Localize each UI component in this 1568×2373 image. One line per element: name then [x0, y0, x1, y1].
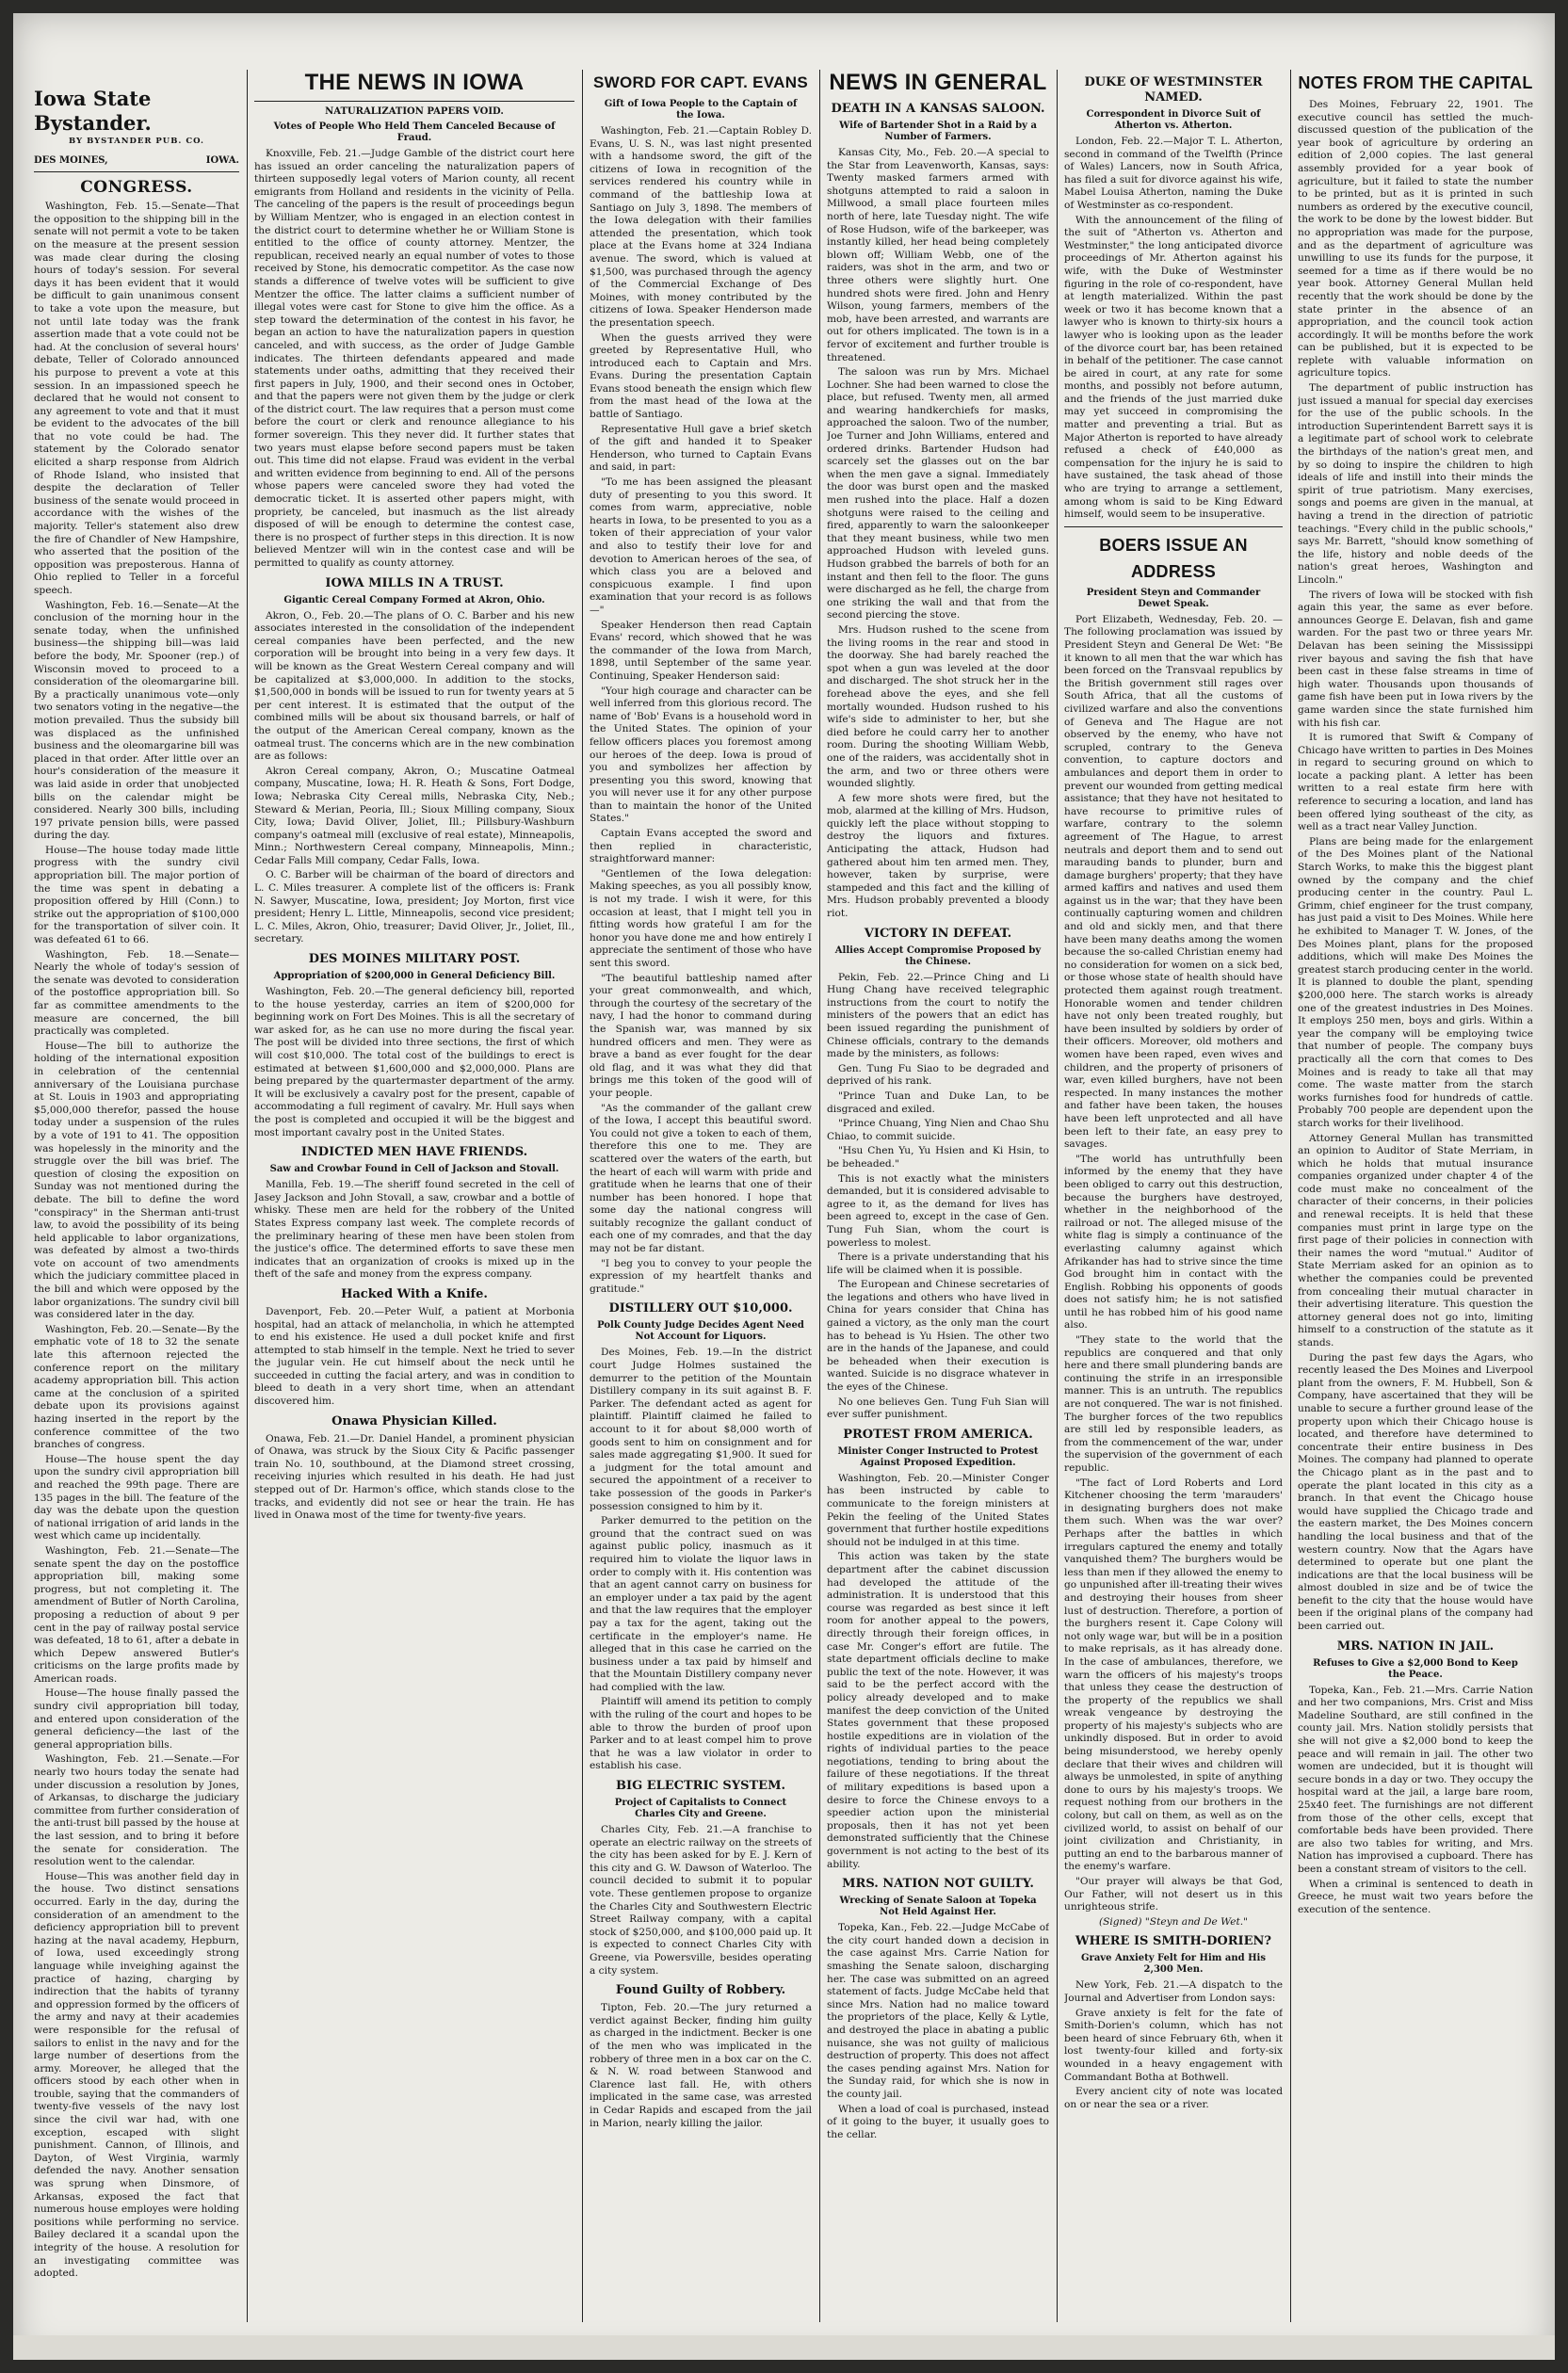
article-body [1064, 614, 1283, 1914]
article-heading: DUKE OF WESTMINSTER NAMED. [1084, 75, 1263, 105]
paragraph: Davenport, Feb. 20.—Peter Wulf, a patient at Morbonia hospital, had an attack of melancholia, in which he attempted to end his existence. He used a dull pocket knife and first attempted to stab himself in the temple. Next he tried to sever the jugular vein. He cut himself about the neck until he succeeded in cutting the facial artery, and was in condition to bleed to death in a very short time, when an attendant discovered him. [254, 1305, 574, 1408]
article-body [254, 148, 574, 571]
state: IOWA. [205, 154, 239, 166]
paragraph: This is not exactly what the ministers demanded, but it is considered advisable to agree to it, as the demand for lives has been agreed to, except in the case of Gen. Tung Fuh Sian, whom the court is powerless to molest. [827, 1172, 1049, 1249]
paragraph: Charles City, Feb. 21.—A franchise to operate an electric railway on the streets of the city has been asked for by E. J. Kern of this city and G. W. Dawson of Waterloo. The council decided to submit it to popular vote. These gentlemen propose to organize the Charles City and Southwestern Electric Street Railway company, with a capital stock of $250,000, and $100,000 paid up. It is expected to connect Charles City with Greene, via Powersville, besides operating a city system. [590, 1824, 812, 1977]
column-rule [247, 70, 248, 2322]
signature: (Signed) "Steyn and De Wet." [1099, 1915, 1248, 1928]
article-body [1298, 99, 1533, 1634]
paragraph: House—The bill to authorize the holding of the international exposition in celebration of the centennial anniversary of the Louisiana purchase at St. Louis in 1903 and appropriating $5,000,000 therefor, passed the house today under a suspension of the rules by a vote of 191 to 41. The opposition was hopelessly in the minority and the struggle over the bill was brief. The question of closing the exposition on Sunday was not mentioned during the debate. The bill to define the word "conspiracy" in the Sherman anti-trust law, to avoid the possibility of its being held applicable to labor organizations, was defeated by almost a two-thirds vote on account of two amendments which the judiciary committee placed in the bill and which were opposed by the labor organizations. The sundry civil bill was considered later in the day. [34, 1040, 239, 1321]
paragraph: The saloon was run by Mrs. Michael Lochner. She had been warned to close the place, but refused. Twenty men, all armed and wearing handkerchiefs for masks, approached the saloon. Two of the number, Joe Turner and John Williams, entered and ordered drinks. Bartender Hudson had scarcely set the glasses out on the bar when the men gave a signal. Immediately the door was burst open and the masked men rushed into the place. Half a dozen shotguns were raised to the ceiling and fired, apparently to warn the saloonkeeper that they meant business, while two men approached Hudson with leveled guns. Hudson grabbed the barrels of both for an instant and then fell to the floor. The guns were discharged as he fell, the charge from one striking the wall and that from the second piercing the stove. [827, 366, 1049, 622]
article-body [254, 1306, 574, 1409]
paragraph: Washington, Feb. 20.—Senate—By the emphatic vote of 18 to 32 the senate late this afternoon rejected the conference report on the military academy appropriation bill. This action came at the conclusion of a spirited debate upon its provisions against hazing inserted in the report by the conference committee of the two branches of congress. [34, 1323, 239, 1451]
paragraph: Des Moines, Feb. 19.—In the district court Judge Holmes sustained the demurrer to the petition of the Mountain Distillery company in its suit against B. F. Parker. The defendant acted as agent for plaintiff. Plaintiff claimed he failed to account to it for about $8,000 worth of goods sent to him on consignment and for sales made aggregating $1,900. It sued for a judgment for the total amount and secured the appointment of a receiver to take possession of the goods in Parker's possession consigned to him by it. [590, 1347, 812, 1512]
article-subhead: Project of Capitalists to Connect Charles City and Greene. [614, 1798, 787, 1820]
paragraph: Washington, Feb. 16.—Senate—At the conclusion of the morning hour in the senate today, when the unfinished business—the shipping bill—was laid before the body, Mr. Spooner (rep.) of Wisconsin moved to proceed to a consideration of the oleomargarine bill. By a practically unanimous vote—only two senators voting in the negative—the motion prevailed. Thus the subsidy bill was displaced as the unfinished business and the oleomargarine bill was placed in that order. After little over an hour's consideration of the measure it was laid aside in order that unobjected bills on the calendar might be considered. Nearly 300 bills, including 197 private pension bills, were passed during the day. [34, 599, 239, 842]
paragraph: Attorney General Mullan has transmitted an opinion to Auditor of State Merriam, in which he holds that mutual insurance companies organized under chapter 4 of the code must make no concealment of the character of their concerns, in their policies and renewal receipts. It is held that these companies must print in large type on the first page of their policies in connection with their names the word "mutual." Auditor of State Merriam asked for an opinion as to whether the companies could be prevented from concealing their mutual character in their advertising literature. This question the attorney general does not go into, limiting himself to a construction of the statute as it stands. [1298, 1132, 1533, 1348]
article-body [827, 1922, 1049, 2141]
paragraph: Port Elizabeth, Wednesday, Feb. 20. —The following proclamation was issued by President Steyn and General De Wet: "Be it known to all men that the war which has been forced on the Transvaal republics by the British government still rages over South Africa, that all the customs of civilized warfare and also the conventions of Geneva and The Hague are not observed by the enemy, who have not scrupled, contrary to the Geneva convention, to capture doctors and ambulances and deport them in order to prevent our wounded from getting medical assistance; that they have not hesitated to have recourse to primitive rules of warfare, contrary to the solemn agreement of The Hague, to arrest neutrals and deport them and to send out marauding bands to plunder, burn and damage burghers' property; that they have armed kaffirs and natives and used them against us in the war; that they have been continually capturing women and children and old and sickly men, and that there have been many deaths among the women because the so-called Christian enemy had no consideration for women on a sick bed, or those whose state of health should have protected them against rough treatment. Honorable women and tender children have not only been treated roughly, but have been insulted by soldiers by order of their officers. Moreover, old mothers and women have been raped, even wives and children, and the property of prisoners of war, even killed burghers, have not been respected. In many instances the mother and father have been taken, the houses have been left unprotected and all have been left to their fate, an easy prey to savages. [1064, 613, 1283, 1151]
column-duke-of-westminster [1064, 70, 1283, 2332]
article-subhead: Votes of People Who Held Them Canceled Because of Fraud. [273, 121, 556, 143]
paragraph: When a load of coal is purchased, instead of it going to the buyer, it usually goes to the cellar. [827, 2103, 1049, 2140]
article-heading: BOERS ISSUE AN ADDRESS [1099, 535, 1248, 581]
divider [34, 171, 239, 172]
paragraph: A few more shots were fired, but the mob, alarmed at the killing of Mrs. Hudson, quickly left the place without stopping to destroy the liquors and fixtures. Anticipating the attack, Hudson had gathered about him ten armed men. They, however, taken by surprise, were stampeded and this fact and the killing of Mrs. Hudson probably prevented a bloody riot. [827, 792, 1049, 920]
article-heading: WHERE IS SMITH-DORIEN? [1075, 1934, 1272, 1949]
paragraph: Topeka, Kan., Feb. 21.—Mrs. Carrie Nation and her two companions, Mrs. Crist and Miss Madeline Southard, are still confined in the county jail. Mrs. Nation stolidly persists that she will not give a $2,000 bond to keep the peace and will remain in jail. The other two women are undecided, but it is thought will secure bonds in a day or two. They occupy the hospital ward at the jail, a large bare room, 25x40 feet. The furnishings are not different from those of the other cells, except that comfortable beds have been provided. There are also two tables for writing, and Mrs. Nation has improvised a cupboard. There has been a constant stream of visitors to the cell. [1298, 1684, 1533, 1875]
article-subhead: Gigantic Cereal Company Formed at Akron, Ohio. [283, 594, 545, 605]
article-subhead: Saw and Crowbar Found in Cell of Jackson and Stovall. [269, 1164, 559, 1175]
divider [254, 101, 574, 102]
paragraph: Grave anxiety is felt for the fate of Smith-Dorien's column, which has not been heard of since February 6th, when it lost twenty-four killed and forty-six wounded in a heavy engagement with Commandant Botha at Bothwell. [1064, 2007, 1283, 2083]
article-heading: IOWA MILLS IN A TRUST. [325, 575, 504, 590]
paragraph: Washington, Feb. 18.—Senate—Nearly the whole of today's session of the senate was devoted to consideration of the postoffice appropriation bill. So far as committee amendments to the measure are concerned, the bill practically was completed. [34, 948, 239, 1038]
paragraph: "The fact of Lord Roberts and Lord Kitchener choosing the term 'marauders' in designating burghers does not make them such. When was the war over? Perhaps after the battles in which irregulars captured the enemy and totally vanquished them? The burghers would be less than men if they allowed the enemy to go unpunished after ill-treating their wives and destroying their houses from sheer lust of destruction. Therefore, a portion of the burghers resent it. Cape Colony will not only wage war, but will be in a position to make reprisals, as it has already done. In the case of ambulances, therefore, we warn the officers of his majesty's troops that unless they cease the destruction of the property of the republics we shall wreak vengeance by destroying the property of his majesty's subjects who are unkindly disposed. But in order to avoid being misunderstood, we hereby openly declare that their wives and children will always be unmolested, in spite of anything done to ours by his majesty's troops. We request nothing from our brothers in the colony, but call on them, as well as on the civilized world, to assist on behalf of our joint civilization and Christianity, in putting an end to the barbarous manner of the enemy's warfare. [1064, 1477, 1283, 1873]
article-body [827, 1473, 1049, 1871]
paragraph: Manilla, Feb. 19.—The sheriff found secreted in the cell of Jasey Jackson and John Stovall, a saw, crowbar and a bottle of whisky. These men are held for the robbery of the United States Express company last week. The complete records of the preliminary hearing of these men have been stolen from the justice's office. The determined efforts to save these men indicates that an organization of crooks is mixed up in the theft of the safe and money from the express company. [254, 1179, 574, 1281]
paragraph: "They state to the world that the republics are conquered and that only here and there small plundering bands are continuing the strife in an irresponsible manner. This is an untruth. The republics are not conquered. The war is not finished. The burgher forces of the two republics are still led by responsible leaders, as from the commencement of the war, under the supervision of the government of each republic. [1064, 1334, 1283, 1474]
paragraph: During the past few days the Agars, who recently leased the Des Moines and Liverpool plant from the owners, F. M. Hubbell, Son & Company, have ascertained that they will be unable to secure a further ground lease of the property upon which their Chicago house is located, and therefore have determined to concentrate their entire business in Des Moines. The company had planned to operate the Chicago plant as in the past and to operate the plant located in this city as a branch. In that event the Chicago house would have supplied the Chicago trade and the eastern market, the Des Moines concern handling the local business and that of the western country. Now that the Agars have determined to operate but one plant the indications are that the local business will be almost doubled in size and be of twice the benefit to the city that the house would have been if the original plans of the company had been carried out. [1298, 1351, 1533, 1633]
paragraph: Plans are being made for the enlargement of the Des Moines plant of the National Starch Works, to make this the biggest plant owned by the company and the chief producing center in the country. Paul L. Grimm, chief engineer for the trust company, has just paid a visit to Des Moines. While here he exhibited to Manager T. W. Jones, of the Des Moines plant, plans for the proposed additions, which will make Des Moines the greatest starch producing center in the world. It is planned to double the plant, spending $200,000 here. The starch works is already one of the greatest industries in Des Moines. It employs 250 men, boys and girls. Within a year the company will be employing twice that number of people. The company buys practically all the corn that comes to Des Moines and is ready to take all that may come. The waste matter from the starch works furnishes food for hundreds of cattle. Probably 700 people are dependent upon the starch works for their livelihood. [1298, 835, 1533, 1129]
paragraph: Washington, Feb. 21.—Senate—The senate spent the day on the postoffice appropriation bill, making some progress, but not completing it. The amendment of Butler of North Carolina, proposing a reduction of about 9 per cent in the pay of railway postal service was defeated, 18 to 61, after a debate in which Depew answered Butler's criticisms on the large profits made by American roads. [34, 1544, 239, 1685]
paragraph: "Gentlemen of the Iowa delegation: Making speeches, as you all possibly know, is not my trade. I wish it were, for this occasion at least, that I might tell you in fitting words how grateful I am for the honor you have done me and how entirely I appreciate the sentiment of those who have sent this sword. [590, 867, 812, 969]
paragraph: Washington, Feb. 15.—Senate—That the opposition to the shipping bill in the senate will not permit a vote to be taken on the measure at the present session was made clear during the closing hours of today's session. For several days it has been evident that it would be difficult to gain unanimous consent to take a vote upon the measure, but not until late today was the frank assertion made that a vote could not be had. At the conclusion of several hours' debate, Teller of Colorado announced his purpose to prevent a vote at this session. In an impassioned speech he declared that he would not consent to any agreement to vote and that it must be evident to the advocates of the bill that no vote could be had. The statement by the Colorado senator elicited a sharp response from Aldrich of Rhode Island, who insisted that despite the declaration of Teller business of the senate would proceed in accordance with the wishes of the majority. Teller's statement also drew the fire of Chandler of New Hampshire, who asserted that the position of the opposition was preposterous. Hanna of Ohio replied to Teller in a forceful speech. [34, 201, 239, 596]
paragraph: Parker demurred to the petition on the ground that the contract sued on was against public policy, inasmuch as it required him to violate the liquor laws in order to comply with it. His contention was that an agent cannot carry on business for an employer under a tax paid by the agent and that the law requires that the employer pay a tax for the agent, taking out the certificate in the employer's name. He alleged that in this case he carried on the business under a tax paid by himself and that the Mountain Distillery company never had complied with the law. [590, 1515, 812, 1693]
article-body [590, 1347, 812, 1773]
column-masthead: SWORD FOR CAPT. EVANS [593, 73, 808, 91]
section-heading: CONGRESS. [80, 178, 193, 198]
article-body [590, 125, 812, 1296]
article-heading: Hacked With a Knife. [341, 1286, 488, 1301]
column-masthead: NOTES FROM THE CAPITAL [1298, 73, 1533, 92]
paragraph: No one believes Gen. Tung Fuh Sian will ever suffer punishment. [827, 1396, 1049, 1421]
paragraph: Plaintiff will amend its petition to comply with the ruling of the court and hopes to be able to throw the burden of proof upon Parker and to at least compel him to prove that he was a law violator in order to establish his case. [590, 1696, 812, 1772]
section-label: NATURALIZATION PAPERS VOID. [325, 106, 504, 117]
article-heading: MRS. NATION IN JAIL. [1336, 1638, 1495, 1654]
column-sword-for-evans [590, 70, 812, 2332]
paragraph: London, Feb. 22.—Major T. L. Atherton, second in command of the Twelfth (Prince of Wales) Lancers, now in South Africa, has filed a suit for divorce against his wife, Mabel Louisa Atherton, naming the Duke of Westminster as co-respondent. [1064, 136, 1283, 211]
paragraph: House—This was another field day in the house. Two distinct sensations occurred. Early in the day, during the consideration of an amendment to the deficiency appropriation bill to prevent hazing at the naval academy, Hepburn, of Iowa, used exceedingly strong language while inveighing against the practice of hazing, charging by indirection that the habits of tyranny and oppression formed by the officers of the army and navy at their academies were responsible for the refusal of sailors to enlist in the navy and for the large number of desertions from the army. Moreover, he alleged that the officers stood by each other when in trouble, saying that the commanders of twenty-five vessels of the navy lost since the civil war had, with one exception, escaped with slight punishment. Cannon, of Illinois, and Dayton, of West Virginia, warmly defended the navy. Another sensation was sprung when Dinsmore, of Arkansas, exposed the fact that numerous house employes were holding positions while performing no service. Bailey declared it a scandal upon the integrity of the house. A resolution for an investigating committee was adopted. [34, 1870, 239, 2280]
paragraph: This action was taken by the state department after the cabinet discussion had developed the attitude of the administration. It is understood that this course was regarded as best since it left room for another appeal to the powers, directly through their foreign offices, in case Mr. Conger's effort are futile. The state department officials decline to make public the text of the note. However, it was said to be the perfect accord with the policy already developed and to make manifest the deep conviction of the United States government that these proposed hostile expeditions are in violation of the rights of individual parties to the peace negotiations, tending to bring about the failure of these negotiations. If the threat of military expeditions is based upon a desire to force the Chinese envoys to a speedier action upon the ministerial proposals, then it has not yet been demonstrated sufficiently that the Chinese government is not acting to the best of its ability. [827, 1551, 1049, 1870]
paper-name: Iowa State Bystander. [34, 87, 152, 135]
paragraph: Washington, Feb. 21.—Captain Robley D. Evans, U. S. N., was last night presented with a handsome sword, the gift of the citizens of Iowa in recognition of the services rendered his country while in command of the battleship Iowa at Santiago on July 3, 1898. The members of the Iowa delegation with their families attended the presentation, which took place at the Evans home at 324 Indiana avenue. The sword, which is valued at $1,500, was purchased through the agency of the Commercial Exchange of Des Moines, with money contributed by the citizens of Iowa. Speaker Henderson made the presentation speech. [590, 125, 812, 329]
paragraph: It is rumored that Swift & Company of Chicago have written to parties in Des Moines in regard to securing ground on which to locate a packing plant. A letter has been written to a real estate firm here with reference to securing a location, and land has been offered lying southeast of the city, as well as a tract near Valley Junction. [1298, 732, 1533, 833]
article-heading: BIG ELECTRIC SYSTEM. [616, 1779, 785, 1794]
article-heading: Found Guilty of Robbery. [615, 1983, 786, 1998]
article-subhead: Allies Accept Compromise Proposed by the Chinese. [834, 944, 1042, 967]
paragraph: The department of public instruction has just issued a manual for special day exercises for the use of the public schools. In the introduction Superintendent Barrett says it is a legitimate part of school work to celebrate the birthdays of the nation's great men, and by so doing to inspire the children to high ideals of life and instill into their minds the spirit of true patriotism. Many exercises, songs and poems are given in the manual, at having a trend in the direction of patriotic teachings. "Every child in the public schools," says Mr. Barrett, "should know something of the life, history and noble deeds of the nation's great heroes, Washington and Lincoln." [1298, 382, 1533, 586]
article-subhead: Wrecking of Senate Saloon at Topeka Not Held Against Her. [839, 1896, 1037, 1918]
article-body [34, 201, 239, 2281]
paragraph: Captain Evans accepted the sword and then replied in characteristic, straightforward manner: [590, 828, 812, 865]
article-body [1064, 1979, 1283, 2111]
article-subhead: Wife of Bartender Shot in a Raid by a Number of Farmers. [839, 121, 1037, 142]
paragraph: With the announcement of the filing of the suit of "Atherton vs. Atherton and Westminster," the long anticipated divorce proceedings of Mr. Atherton against his wife, with the Duke of Westminster figuring in the role of co-respondent, have at length materialized. Within the past week or two it has become known that a lawyer who is known to thirty-six hours a lawyer who is looking upon as the leader of the divorce court bar, has been retained in behalf of the petitioner. The case cannot be aired in court, at any rate for some months, and possibly not before autumn, and the friends of the just married duke may yet succeed in compromising the matter and preventing a trial. But as Major Atherton is reported to have already refused a check of £40,000 as compensation for the injury he is said to have sustained, the task ahead of those who are trying to arrange a settlement, among whom is said to be King Edward himself, would seem to be insuperative. [1064, 214, 1283, 521]
place: DES MOINES, [34, 154, 108, 166]
paragraph: "I beg you to convey to your people the expression of my heartfelt thanks and gratitude." [590, 1257, 812, 1295]
newspaper-page [13, 13, 1555, 2360]
article-heading: DISTILLERY OUT $10,000. [608, 1301, 793, 1316]
article-heading: PROTEST FROM AMERICA. [843, 1427, 1033, 1442]
article-body [590, 2002, 812, 2130]
paragraph: "Our prayer will always be that God, Our Father, will not desert us in this unrighteous strife. [1064, 1876, 1283, 1913]
paragraph: When the guests arrived they were greeted by Representative Hull, who introduced each to Captain and Mrs. Evans. During the presentation Captain Evans stood beneath the ensign which flew from the mast head of the Iowa at the battle of Santiago. [590, 331, 812, 421]
article-heading: DES MOINES MILITARY POST. [308, 952, 521, 967]
article-body [1064, 136, 1283, 522]
paragraph: Gen. Tung Fu Siao to be degraded and deprived of his rank. [827, 1062, 1049, 1088]
paragraph: Des Moines, February 22, 1901. The executive council has settled the much-discussed question of the publication of the year book of agriculture by ordering an edition of 2,000 copies. The last general assembly provided for a year book of agriculture, but it failed to state the number to be printed, but as it is printed in such numbers as ordered by the executive council, the work to be done by the lowest bidder. But no appropriation was made for the purpose, and as the department of agriculture was unwilling to use its funds for the purpose, it seemed for a time as if there would be no year book. Attorney General Mullan held recently that the work should be done by the state printer in the absence of an appropriation, and the council took action accordingly. It will be months before the work can be published, but it is expected to be replete with valuable information on agriculture topics. [1298, 99, 1533, 379]
paragraph: "The beautiful battleship named after your great commonwealth, and which, through the courtesy of the secretary of the navy, I had the honor to command during the Spanish war, was manned by six hundred officers and men. They were as brave a band as ever fought for the dear old flag, and it was what they did that brings me this token of the good will of your people. [590, 972, 812, 1099]
divider [1064, 526, 1283, 527]
paragraph: Mrs. Hudson rushed to the scene from the living rooms in the rear and stood in the doorway. She had barely reached the spot when a gun was leveled at the door and discharged. The shot struck her in the forehead above the eyes, and she fell mortally wounded. Hudson rushed to his wife's side to administer to her, but she died before he could carry her to another room. During the shooting William Webb, one of the raiders, was accidentally shot in the arm, and two or three others were wounded slightly. [827, 623, 1049, 790]
paragraph: "The world has untruthfully been informed by the enemy that they have been obliged to carry out this destruction, because the burghers have destroyed, whether in the neighborhood of the railroad or not. The alleged misuse of the white flag is simply a continuance of the everlasting calumny against which Afrikander has had to strive since the time God brought him in contact with the English. Robbing his opponents of goods does not satisfy him; he is not satisfied until he has robbed him of his good name also. [1064, 1153, 1283, 1332]
column-news-in-general [827, 70, 1049, 2332]
paragraph: Washington, Feb. 21.—Senate.—For nearly two hours today the senate had under discussion a resolution by Jones, of Arkansas, to discharge the judiciary committee from further consideration of the anti-trust bill passed by the house at the last session, and to bring it before the senate for consideration. The resolution went to the calendar. [34, 1753, 239, 1868]
paragraph: Every ancient city of note was located on or near the sea or a river. [1064, 2086, 1283, 2110]
article-heading: INDICTED MEN HAVE FRIENDS. [300, 1145, 528, 1160]
paragraph: Speaker Henderson then read Captain Evans' record, which showed that he was the commander of the Iowa from March, 1898, until September of the same year. Continuing, Speaker Henderson said: [590, 619, 812, 682]
publisher: BY BYSTANDER PUB. CO. [69, 137, 204, 146]
paragraph: "Prince Chuang, Ying Nien and Chao Shu Chiao, to commit suicide. [827, 1118, 1049, 1142]
article-body [254, 610, 574, 946]
paragraph: Tipton, Feb. 20.—The jury returned a verdict against Becker, finding him guilty as charged in the indictment. Becker is one of the men who was implicated in the robbery of three men in a box car on the C. & N. W. road between Stanwood and Clarence last fall. He, with others implicated in the same case, was arrested in Cedar Rapids and escaped from the jail in Marion, nearly killing the jailor. [590, 2002, 812, 2129]
article-body [827, 147, 1049, 921]
paragraph: Akron Cereal company, Akron, O.; Muscatine Oatmeal company, Muscatine, Iowa; H. R. Heath & Sons, Fort Dodge, Iowa; Nebraska City Cereal mills, Nebraska City, Neb.; Steward & Merian, Peoria, Ill.; Sioux Milling company, Sioux City, Iowa; David Oliver, Joliet, Ill.; Pillsbury-Washburn company's oatmeal mill (exclusive of real estate), Minneapolis, Minn.; Northwestern Cereal company, Minneapolis, Minn.; Cedar Falls Mill company, Cedar Falls, Iowa. [254, 765, 574, 866]
article-body [254, 1433, 574, 1523]
paragraph: O. C. Barber will be chairman of the board of directors and L. C. Miles treasurer. A complete list of the officers is: Frank N. Sawyer, Muscatine, Iowa, president; Joy Morton, first vice president; Henry L. Little, Minneapolis, second vice president; L. C. Miles, Akron, Ohio, treasurer; David Oliver, Jr., Joliet, Ill., secretary. [254, 869, 574, 945]
paragraph: "Prince Tuan and Duke Lan, to be disgraced and exiled. [827, 1090, 1049, 1115]
paragraph: When a criminal is sentenced to death in Greece, he must wait two years before the execution of the sentence. [1298, 1878, 1533, 1915]
column-masthead: THE NEWS IN IOWA [304, 70, 525, 95]
page-bottom-edge [13, 2335, 1555, 2360]
column-congress [34, 87, 239, 2332]
paragraph: "Your high courage and character can be well inferred from this glorious record. The name of 'Bob' Evans is a household word in the United States. The opinion of your fellow officers places you foremost among our heroes of the deep. Iowa is proud of you and symbolizes her affection by presenting you this sword, knowing that you will never use it for any other purpose than to maintain the honor of the United States." [590, 685, 812, 825]
paragraph: "To me has been assigned the pleasant duty of presenting to you this sword. It comes from warm, appreciative, noble hearts in Iowa, to be presented to you as a token of their appreciation of your valor and also to testify their love for and devotion to American heroes of the sea, of which class you are a beloved and conspicuous example. I find upon examination that your record is as follows—" [590, 476, 812, 616]
paragraph: There is a private understanding that his life will be claimed when it is possible. [827, 1251, 1049, 1276]
article-subhead: Grave Anxiety Felt for Him and His 2,300 Men. [1081, 1953, 1266, 1976]
column-news-in-iowa [254, 70, 574, 2332]
paragraph: Onawa, Feb. 21.—Dr. Daniel Handel, a prominent physician of Onawa, was struck by the Sioux City & Pacific passenger train No. 10, southbound, at the Diamond street crossing, receiving injuries which resulted in his death. He had just stepped out of Dr. Harmon's office, which stands close to the tracks, and evidently did not see or hear the train. He has lived in Onawa most of the time for twenty-five years. [254, 1432, 574, 1522]
paragraph: Washington, Feb. 20.—The general deficiency bill, reported to the house yesterday, carries an item of $200,000 for beginning work on Fort Des Moines. This is all the secretary of war asked for, as he can use no more during the fiscal year. The post will be divided into three sections, the first of which will cost $10,000. The total cost of the buildings to erect is estimated at between $1,600,000 and $2,000,000. Plans are being prepared by the quartermaster department of the army. It will be exclusively a cavalry post for the present, capable of accommodating a full regiment of cavalry. Mr. Hull says when the post is completed and occupied it will be the biggest and most important cavalry post in the United States. [254, 986, 574, 1138]
article-subhead: Gift of Iowa People to the Captain of the Iowa. [604, 99, 798, 121]
article-heading: VICTORY IN DEFEAT. [864, 926, 1012, 941]
article-subhead: Polk County Judge Decides Agent Need Not Account for Liquors. [597, 1320, 804, 1343]
column-masthead: NEWS IN GENERAL [829, 70, 1047, 95]
article-heading: Onawa Physician Killed. [331, 1413, 497, 1429]
column-rule [582, 70, 583, 2322]
paragraph: Knoxville, Feb. 21.—Judge Gamble of the district court here has issued an order canceling the naturalization papers of thirteen supposedly legal voters of Marion county, all recent emigrants from Holland and residents in the vicinity of Pella. The canceling of the papers is the result of proceedings begun by William Mentzer, who is engaged in an election contest in the district court to determine whether he or William Stone is entitled to the office of county attorney. Mentzer, the republican, received nearly an equal number of votes to those received by Stone, his democratic competitor. As the case now stands a difference of twelve votes will be sufficient to give Mentzer the office. The latter claims a sufficient number of illegal votes were cast for Stone to give him the office. As a step toward the determination of the contest in his favor, he began an action to have the naturalization papers in question canceled, and with success, as the order of Judge Gamble indicates. The thirteen defendants appeared and made statements under oaths, admitting that they received their first papers in July, 1900, and their second ones in October, and that the papers were not given them by the judge or clerk of the district court. The law requires that a person must come before the court or clerk and renounce allegiance to his former sovereign. This they never did. It further states that two years must elapse before second papers must be taken out. This time did not elapse. Fraud was evident in the verbal and written evidence from beginning to end. All of the persons whose papers were canceled swore they had voted the democratic ticket. It is asserted other papers might, with propriety, be canceled, but inasmuch as the list already disposed of will be enough to determine the contest case, there is no prospect of further steps in this direction. It is now believed Mentzer will win in the contest case and will be permitted to qualify as county attorney. [254, 148, 574, 569]
paragraph: The European and Chinese secretaries of the legations and others who have lived in China for years consider that China has gained a victory, as the only man the court has to behead is Yu Hsien. The other two are in the hands of the Japanese, and could be beheaded when their execution is wanted. Suicide is no disgrace whatever in the eyes of the Chinese. [827, 1279, 1049, 1394]
paragraph: The rivers of Iowa will be stocked with fish again this year, the same as ever before. announces George E. Delavan, fish and game warden. For the past two or three years Mr. Delavan has been seining the Mississippi river bayous and saving the fish that have been cast in these false streams in time of high water. Thousands upon thousands of game fish have been put in Iowa rivers by the game warden since the state furnished him with his fish car. [1298, 589, 1533, 729]
article-subhead: Minister Conger Instructed to Protest Against Proposed Expedition. [837, 1445, 1039, 1468]
dateline-row [34, 154, 239, 168]
paragraph: "Hsu Chen Yu, Yu Hsien and Ki Hsin, to be beheaded." [827, 1145, 1049, 1170]
article-body [827, 972, 1049, 1422]
paragraph: Washington, Feb. 20.—Minister Conger has been instructed by cable to communicate to the foreign ministers at Pekin the feeling of the United States government that further hostile expeditions should not be indulged in at this time. [827, 1472, 1049, 1548]
article-subhead: President Steyn and Commander Dewet Speak. [1086, 587, 1261, 609]
article-body [590, 1824, 812, 1978]
article-body [254, 986, 574, 1139]
paragraph: New York, Feb. 21.—A dispatch to the Journal and Advertiser from London says: [1064, 1979, 1283, 2004]
paragraph: Kansas City, Mo., Feb. 20.—A special to the Star from Leavenworth, Kansas, says: Twenty masked farmers armed with shotguns attempted to raid a saloon in Millwood, a small place fourteen miles north of here, late Tuesday night. The wife of Rose Hudson, wife of the barkeeper, was instantly killed, her head being completely blown off; William Webb, one of the raiders, was shot in the arm, and two or three others were slightly hurt. One hundred shots were fired. John and Henry Wilson, young farmers, members of the mob, have been arrested, and warrants are out for others implicated. The town is in a fervor of excitement and further trouble is threatened. [827, 147, 1049, 363]
column-rule [819, 70, 820, 2322]
paragraph: House—The house finally passed the sundry civil appropriation bill today, and entered upon consideration of the general deficiency—the last of the general appropriation bills. [34, 1687, 239, 1751]
column-rule [1290, 70, 1291, 2322]
article-body [254, 1179, 574, 1282]
paragraph: Pekin, Feb. 22.—Prince Ching and Li Hung Chang have received telegraphic instructions from the court to notify the ministers of the powers that an edict has been issued regarding the punishment of Chinese officials, contrary to the demands made by the ministers, as follows: [827, 971, 1049, 1060]
paragraph: House—The house today made little progress with the sundry civil appropriation bill. The major portion of the time was spent in debating a proposition offered by Hill (Conn.) to strike out the appropriation of $100,000 for the transportation of silver coin. It was defeated 61 to 66. [34, 844, 239, 946]
article-subhead: Correspondent in Divorce Suit of Atherton vs. Atherton. [1086, 109, 1261, 131]
article-subhead: Appropriation of $200,000 in General Deficiency Bill. [273, 971, 556, 982]
column-rule [1057, 70, 1058, 2322]
paragraph: Topeka, Kan., Feb. 22.—Judge McCabe of the city court handed down a decision in the case against Mrs. Carrie Nation for smashing the Senate saloon, discharging her. The case was submitted on an agreed statement of facts. Judge McCabe held that since Mrs. Nation had no malice toward the proprietors of the place, Kelly & Lytle, and destroyed the place in abating a public nuisance, she was not guilty of malicious destruction of property. This does not affect the cases pending against Mrs. Nation for the Sunday raid, for which she is now in the county jail. [827, 1922, 1049, 2100]
article-heading: MRS. NATION NOT GUILTY. [842, 1877, 1034, 1892]
paragraph: Representative Hull gave a brief sketch of the gift and handed it to Speaker Henderson, who turned to Captain Evans and said, in part: [590, 423, 812, 474]
article-subhead: Refuses to Give a $2,000 Bond to Keep the Peace. [1313, 1657, 1518, 1680]
column-notes-from-capital [1298, 70, 1533, 2332]
paragraph: House—The house spent the day upon the sundry civil appropriation bill and reached the 99th page. There are 135 pages in the bill. The feature of the day was the debate upon the question of national irrigation of arid lands in the west which came up incidentally. [34, 1453, 239, 1542]
article-heading: DEATH IN A KANSAS SALOON. [831, 102, 1045, 116]
paragraph: "As the commander of the gallant crew of the Iowa, I accept this beautiful sword. You could not give a token to each of them, therefore this one to me. They are scattered over the waters of the earth, but the heart of each will warm with pride and gratitude when he learns that one of their number has been honored. I hope that some day the national congress will suitably recognize the gallant conduct of each one of my comrades, and that the day may not be far distant. [590, 1102, 812, 1255]
paragraph: Akron, O., Feb. 20.—The plans of O. C. Barber and his new associates interested in the consolidation of the independent cereal companies have been perfected, and the new corporation will be brought into being in a very few days. It will be known as the Great Western Cereal company and will be capitalized at $3,000,000. In addition to the stocks, $1,500,000 in bonds will be issued to run for twenty years at 5 per cent interest. It is estimated that the output of the combined mills will be about six thousand barrels, or half of the output of the American Cereal company, known as the oatmeal trust. The concerns which are in the new combination are as follows: [254, 609, 574, 763]
article-body [1298, 1685, 1533, 1917]
